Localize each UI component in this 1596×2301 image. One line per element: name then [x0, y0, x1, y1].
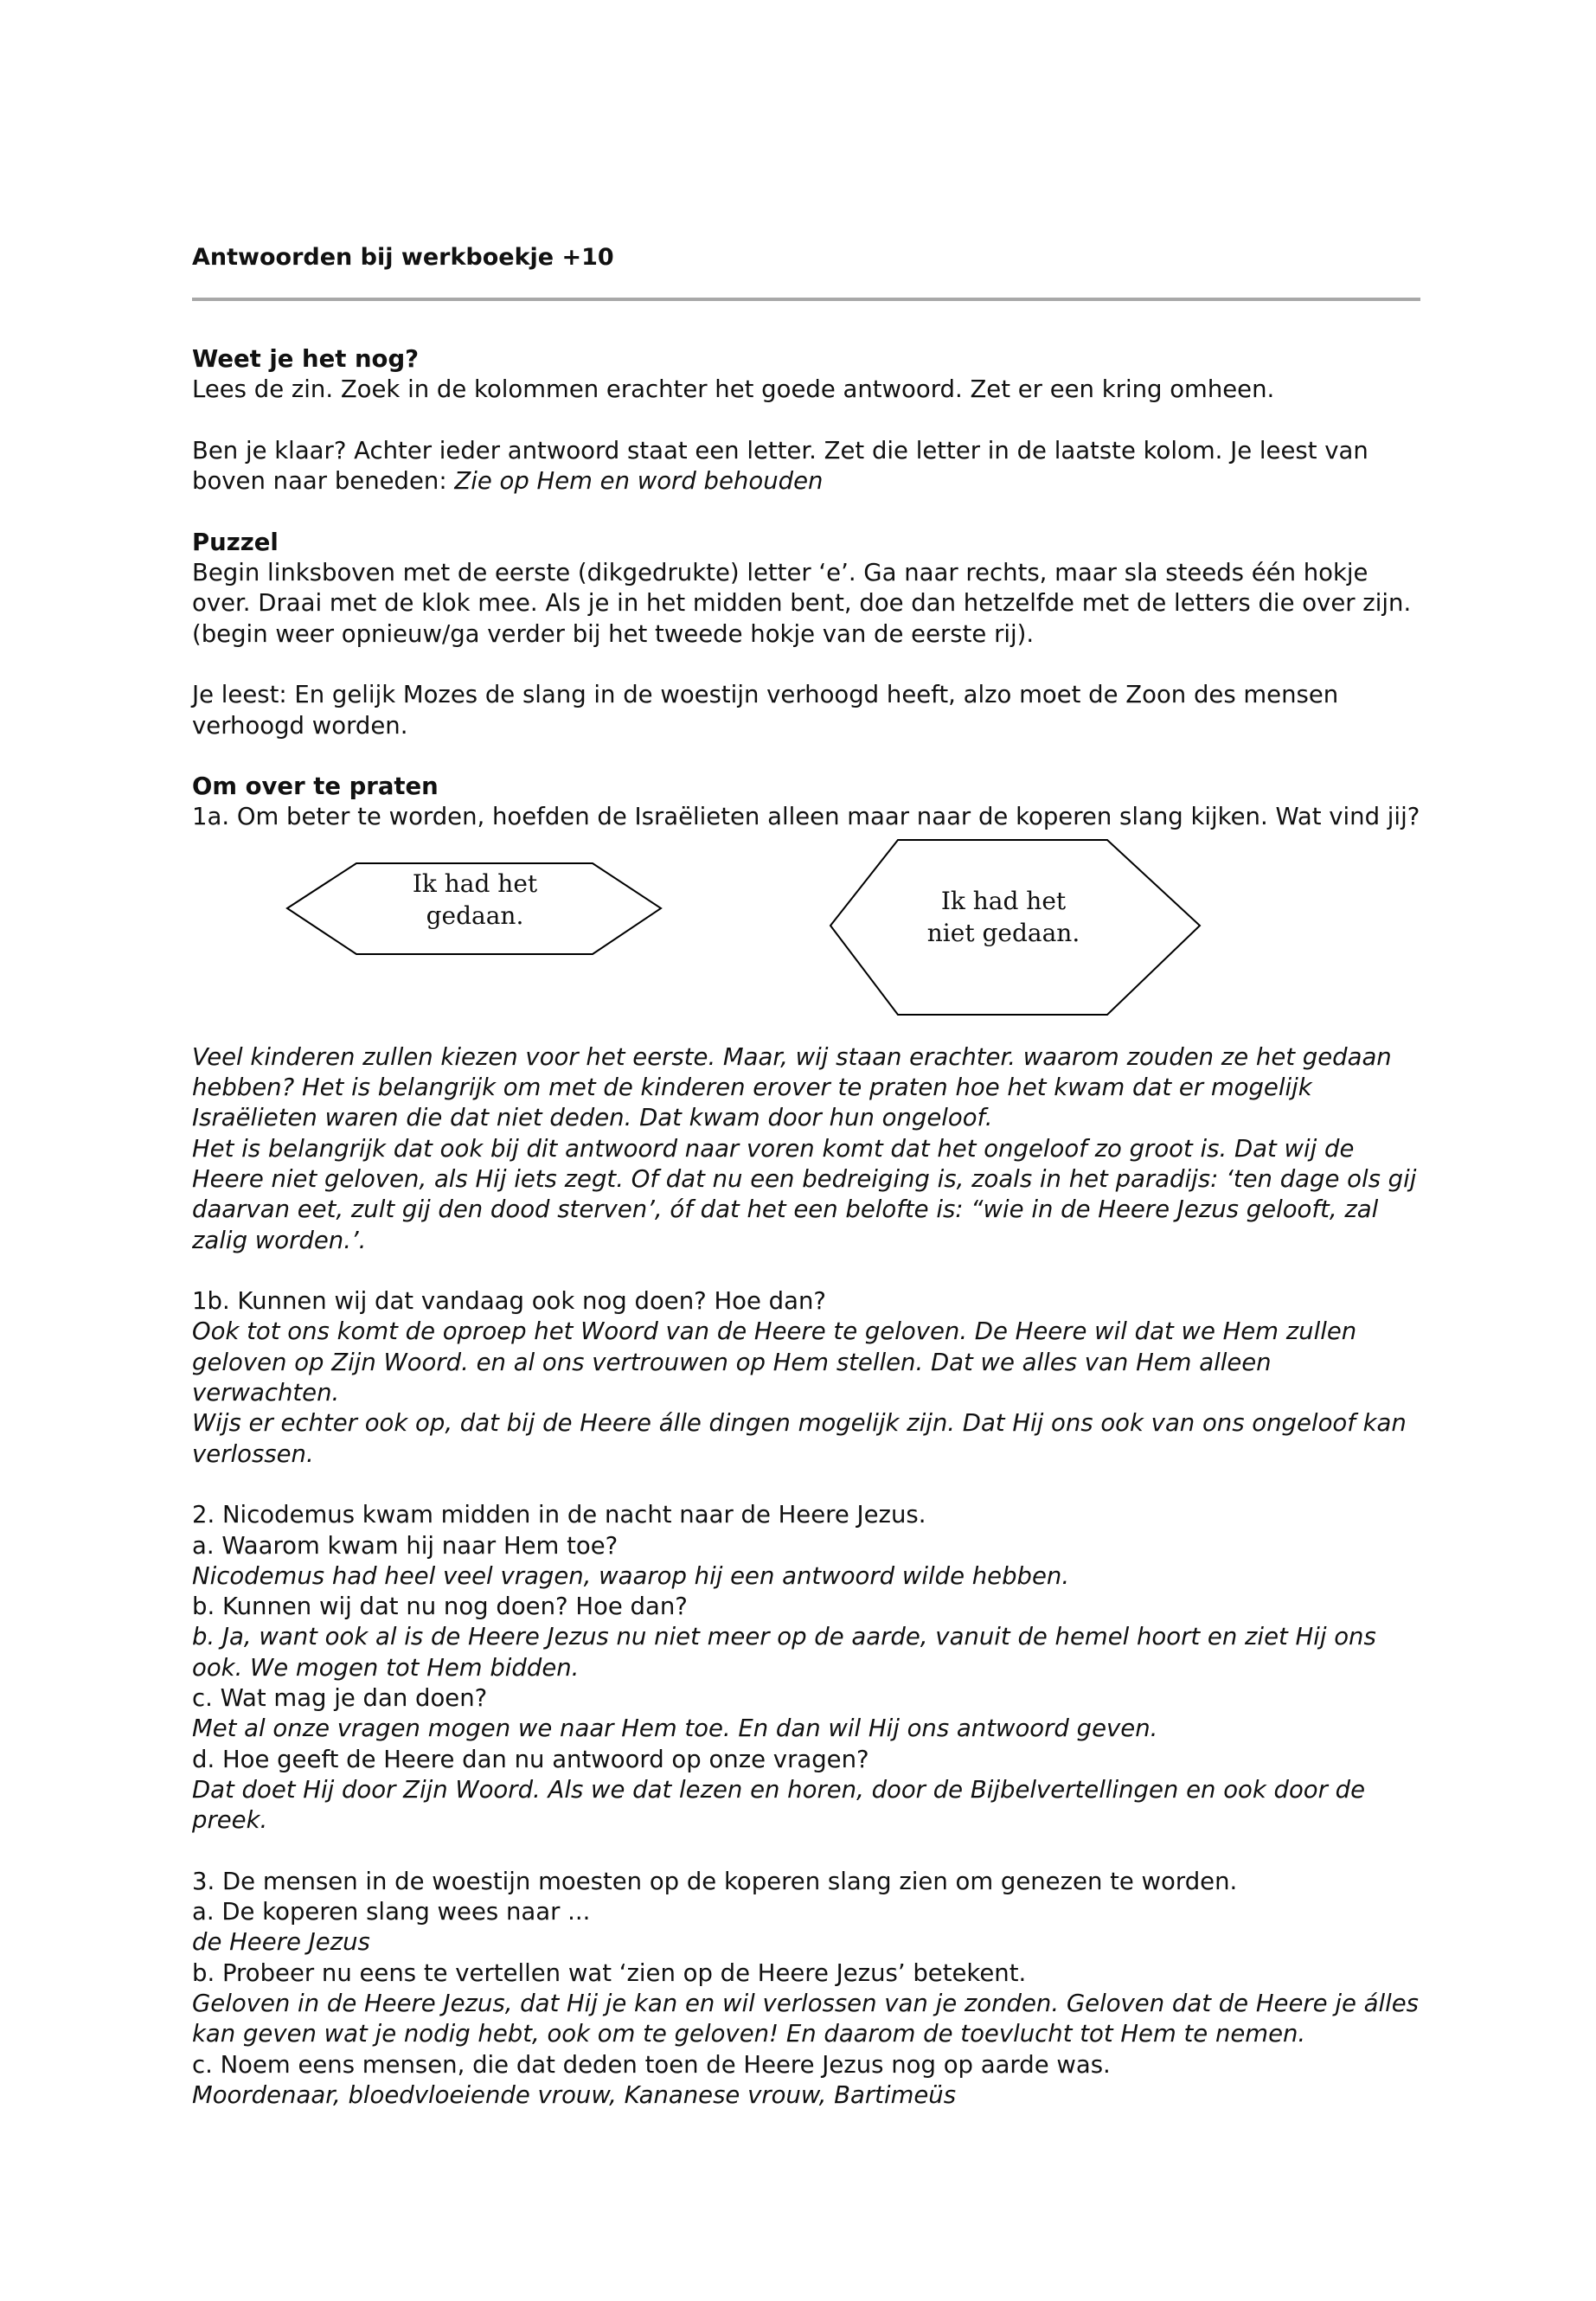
section-heading-puzzel: Puzzel: [192, 528, 279, 556]
question-2a: a. Waarom kwam hij naar Hem toe?: [192, 1531, 619, 1560]
question-3: 3. De mensen in de woestijn moesten op de koperen slang zien om genezen te worden.: [192, 1867, 1238, 1895]
answer-2a: Nicodemus had heel veel vragen, waarop hij een antwoord wilde hebben.: [192, 1561, 1070, 1590]
question-1b: 1b. Kunnen wij dat vandaag ook nog doen? Hoe dan?: [192, 1287, 826, 1316]
puzzel-result: Je leest: En gelijk Mozes de slang in de woestijn verhoogd heeft, alzo moet de Zoon des mensen verhoogd worden.: [192, 681, 1339, 740]
answer-1b-part1: Ook tot ons komt de oproep het Woord van de Heere te geloven. De Heere wil dat we Hem zullen geloven op Zijn Woord. en al ons vertrouwen op Hem stellen. Dat we alles van Hem alleen verwachten.: [192, 1317, 1357, 1407]
option-label-1: Ik had het gedaan.: [412, 868, 538, 930]
answer-1a-part2: Het is belangrijk dat ook bij dit antwoord naar voren komt dat het ongeloof zo groot is. Dat wij de Heere niet geloven, als Hij iets zegt. Of dat nu een bedreiging is, zoals in het paradijs: ‘ten dage ols gij daarvan eet, zult gij den dood sterven’, óf dat het een belofte is: “wie in de Heere Jezus gelooft, zal zalig worden.’.: [192, 1134, 1417, 1254]
answer-1b-part2: Wijs er echter ook op, dat bij de Heere álle dingen mogelijk zijn. Dat Hij ons ook van ons ongeloof kan verlossen.: [192, 1409, 1407, 1468]
weet-instruction: Lees de zin. Zoek in de kolommen erachter het goede antwoord. Zet er een kring omheen.: [192, 375, 1275, 404]
answer-options: [192, 833, 1420, 1042]
question-3b: b. Probeer nu eens te vertellen wat ‘zien op de Heere Jezus’ betekent.: [192, 1958, 1027, 1987]
question-2c: c. Wat mag je dan doen?: [192, 1683, 488, 1712]
weet-answer: Zie op Hem en word behouden: [454, 467, 824, 496]
answer-3a: de Heere Jezus: [192, 1928, 370, 1957]
answer-2c: Met al onze vragen mogen we naar Hem toe. En dan wil Hij ons antwoord geven.: [192, 1715, 1158, 1743]
document-body: [192, 344, 1420, 2111]
option-label-2: Ik had het niet gedaan.: [926, 886, 1080, 947]
section-heading-weet: Weet je het nog?: [192, 345, 420, 373]
puzzel-instruction: Begin linksboven met de eerste (dikgedrukte) letter ‘e’. Ga naar rechts, maar sla steeds één hokje over. Draai met de klok mee. Als je in het midden bent, doe dan hetzelfde met de letters die over zijn. (begin weer opnieuw/ga verder bij het tweede hokje van de eerste rij).: [192, 559, 1412, 648]
question-1a: 1a. Om beter te worden, hoefden de Israëlieten alleen maar naar de koperen slang kijken. Wat vind jij?: [192, 803, 1420, 831]
answer-1a-part1: Veel kinderen zullen kiezen voor het eerste. Maar, wij staan erachter. waarom zouden ze het gedaan hebben? Het is belangrijk om met de kinderen erover te praten hoe het kwam dat er mogelijk Israëlieten waren die dat niet deden. Dat kwam door hun ongeloof.: [192, 1042, 1392, 1132]
section-heading-praten: Om over te praten: [192, 772, 439, 801]
weet-instruction-2: [192, 436, 1420, 497]
answer-2b: b. Ja, want ook al is de Heere Jezus nu niet meer op de aarde, vanuit de hemel hoort en ziet Hij ons ook. We mogen tot Hem bidden.: [192, 1623, 1376, 1682]
question-3a: a. De koperen slang wees naar ...: [192, 1898, 591, 1926]
document-title: Antwoorden bij werkboekje +10: [192, 244, 614, 271]
weet-instruction-2-text: Ben je klaar? Achter ieder antwoord staat een letter. Zet die letter in de laatste kolom. Je leest van boven naar beneden:: [192, 436, 1368, 496]
title-divider: [192, 298, 1420, 301]
question-2d: d. Hoe geeft de Heere dan nu antwoord op onze vragen?: [192, 1745, 869, 1773]
answer-3b: Geloven in de Heere Jezus, dat Hij je kan en wil verlossen van je zonden. Geloven dat de Heere je álles kan geven wat je nodig hebt, ook om te geloven! En daarom de toevlucht tot Hem te nemen.: [192, 1989, 1420, 2048]
question-2: 2. Nicodemus kwam midden in de nacht naar de Heere Jezus.: [192, 1501, 926, 1529]
question-3c: c. Noem eens mensen, die dat deden toen de Heere Jezus nog op aarde was.: [192, 2050, 1111, 2079]
hexagon-shapes: [192, 833, 1420, 1042]
question-2b: b. Kunnen wij dat nu nog doen? Hoe dan?: [192, 1593, 688, 1621]
answer-2d: Dat doet Hij door Zijn Woord. Als we dat lezen en horen, door de Bijbelvertellingen en ook door de preek.: [192, 1775, 1366, 1835]
answer-3c: Moordenaar, bloedvloeiende vrouw, Kananese vrouw, Bartimeüs: [192, 2080, 957, 2109]
